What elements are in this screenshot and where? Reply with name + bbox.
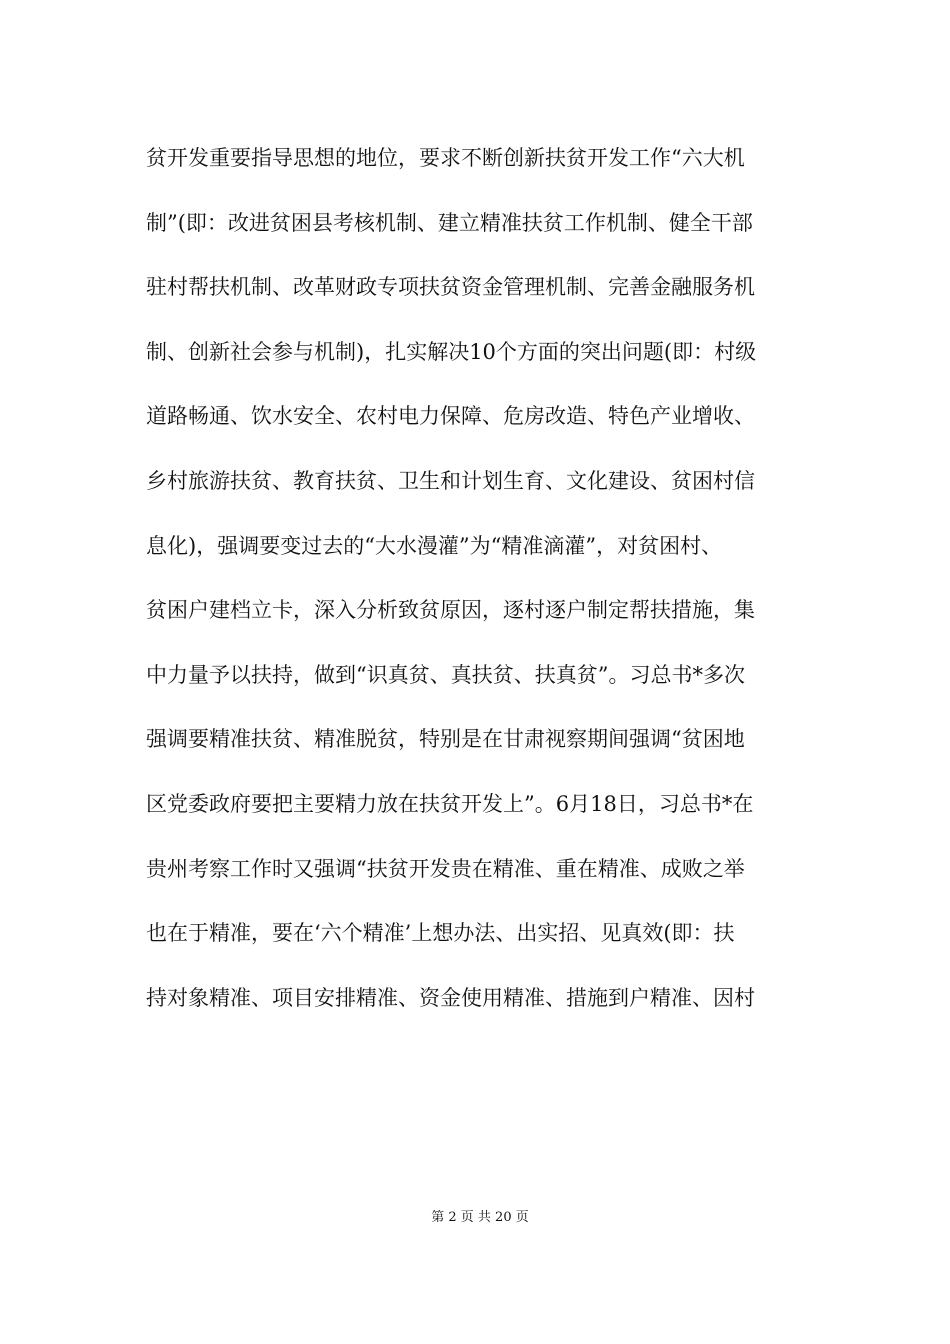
text-line: 强调要精准扶贫、精准脱贫，特别是在甘肃视察期间强调“贫困地 [146,727,745,752]
text-line: 制、创新社会参与机制)，扎实解决10个方面的突出问题(即：村级 [146,339,757,364]
text-line: 道路畅通、饮水安全、农村电力保障、危房改造、特色产业增收、 [146,404,755,429]
page-footer [0,1208,950,1228]
text-line: 中力量予以扶持，做到“识真贫、真扶贫、扶真贫”。习总书*多次 [146,662,745,687]
text-line: 贫困户建档立卡，深入分析致贫原因，逐村逐户制定帮扶措施，集 [146,598,755,623]
text-line: 制”(即：改进贫困县考核机制、建立精准扶贫工作机制、健全干部 [146,210,753,235]
text-line: 贵州考察工作时又强调“扶贫开发贵在精准、重在精准、成败之举 [146,856,745,881]
text-line: 也在于精准，要在‘六个精准’上想办法、出实招、见真效(即：扶 [146,921,735,946]
body-text [146,138,816,1042]
text-line: 乡村旅游扶贫、教育扶贫、卫生和计划生育、文化建设、贫困村信 [146,468,755,493]
text-line: 持对象精准、项目安排精准、资金使用精准、措施到户精准、因村 [146,985,755,1010]
text-line: 区党委政府要把主要精力放在扶贫开发上”。6月18日，习总书*在 [146,791,754,816]
text-line: 驻村帮扶机制、改革财政专项扶贫资金管理机制、完善金融服务机 [146,275,755,300]
text-line: 息化)，强调要变过去的“大水漫灌”为“精准滴灌”，对贫困村、 [146,533,723,558]
text-line: 贫开发重要指导思想的地位，要求不断创新扶贫开发工作“六大机 [146,146,745,170]
page-number: 第 2 页 共 20 页 [431,1210,529,1225]
